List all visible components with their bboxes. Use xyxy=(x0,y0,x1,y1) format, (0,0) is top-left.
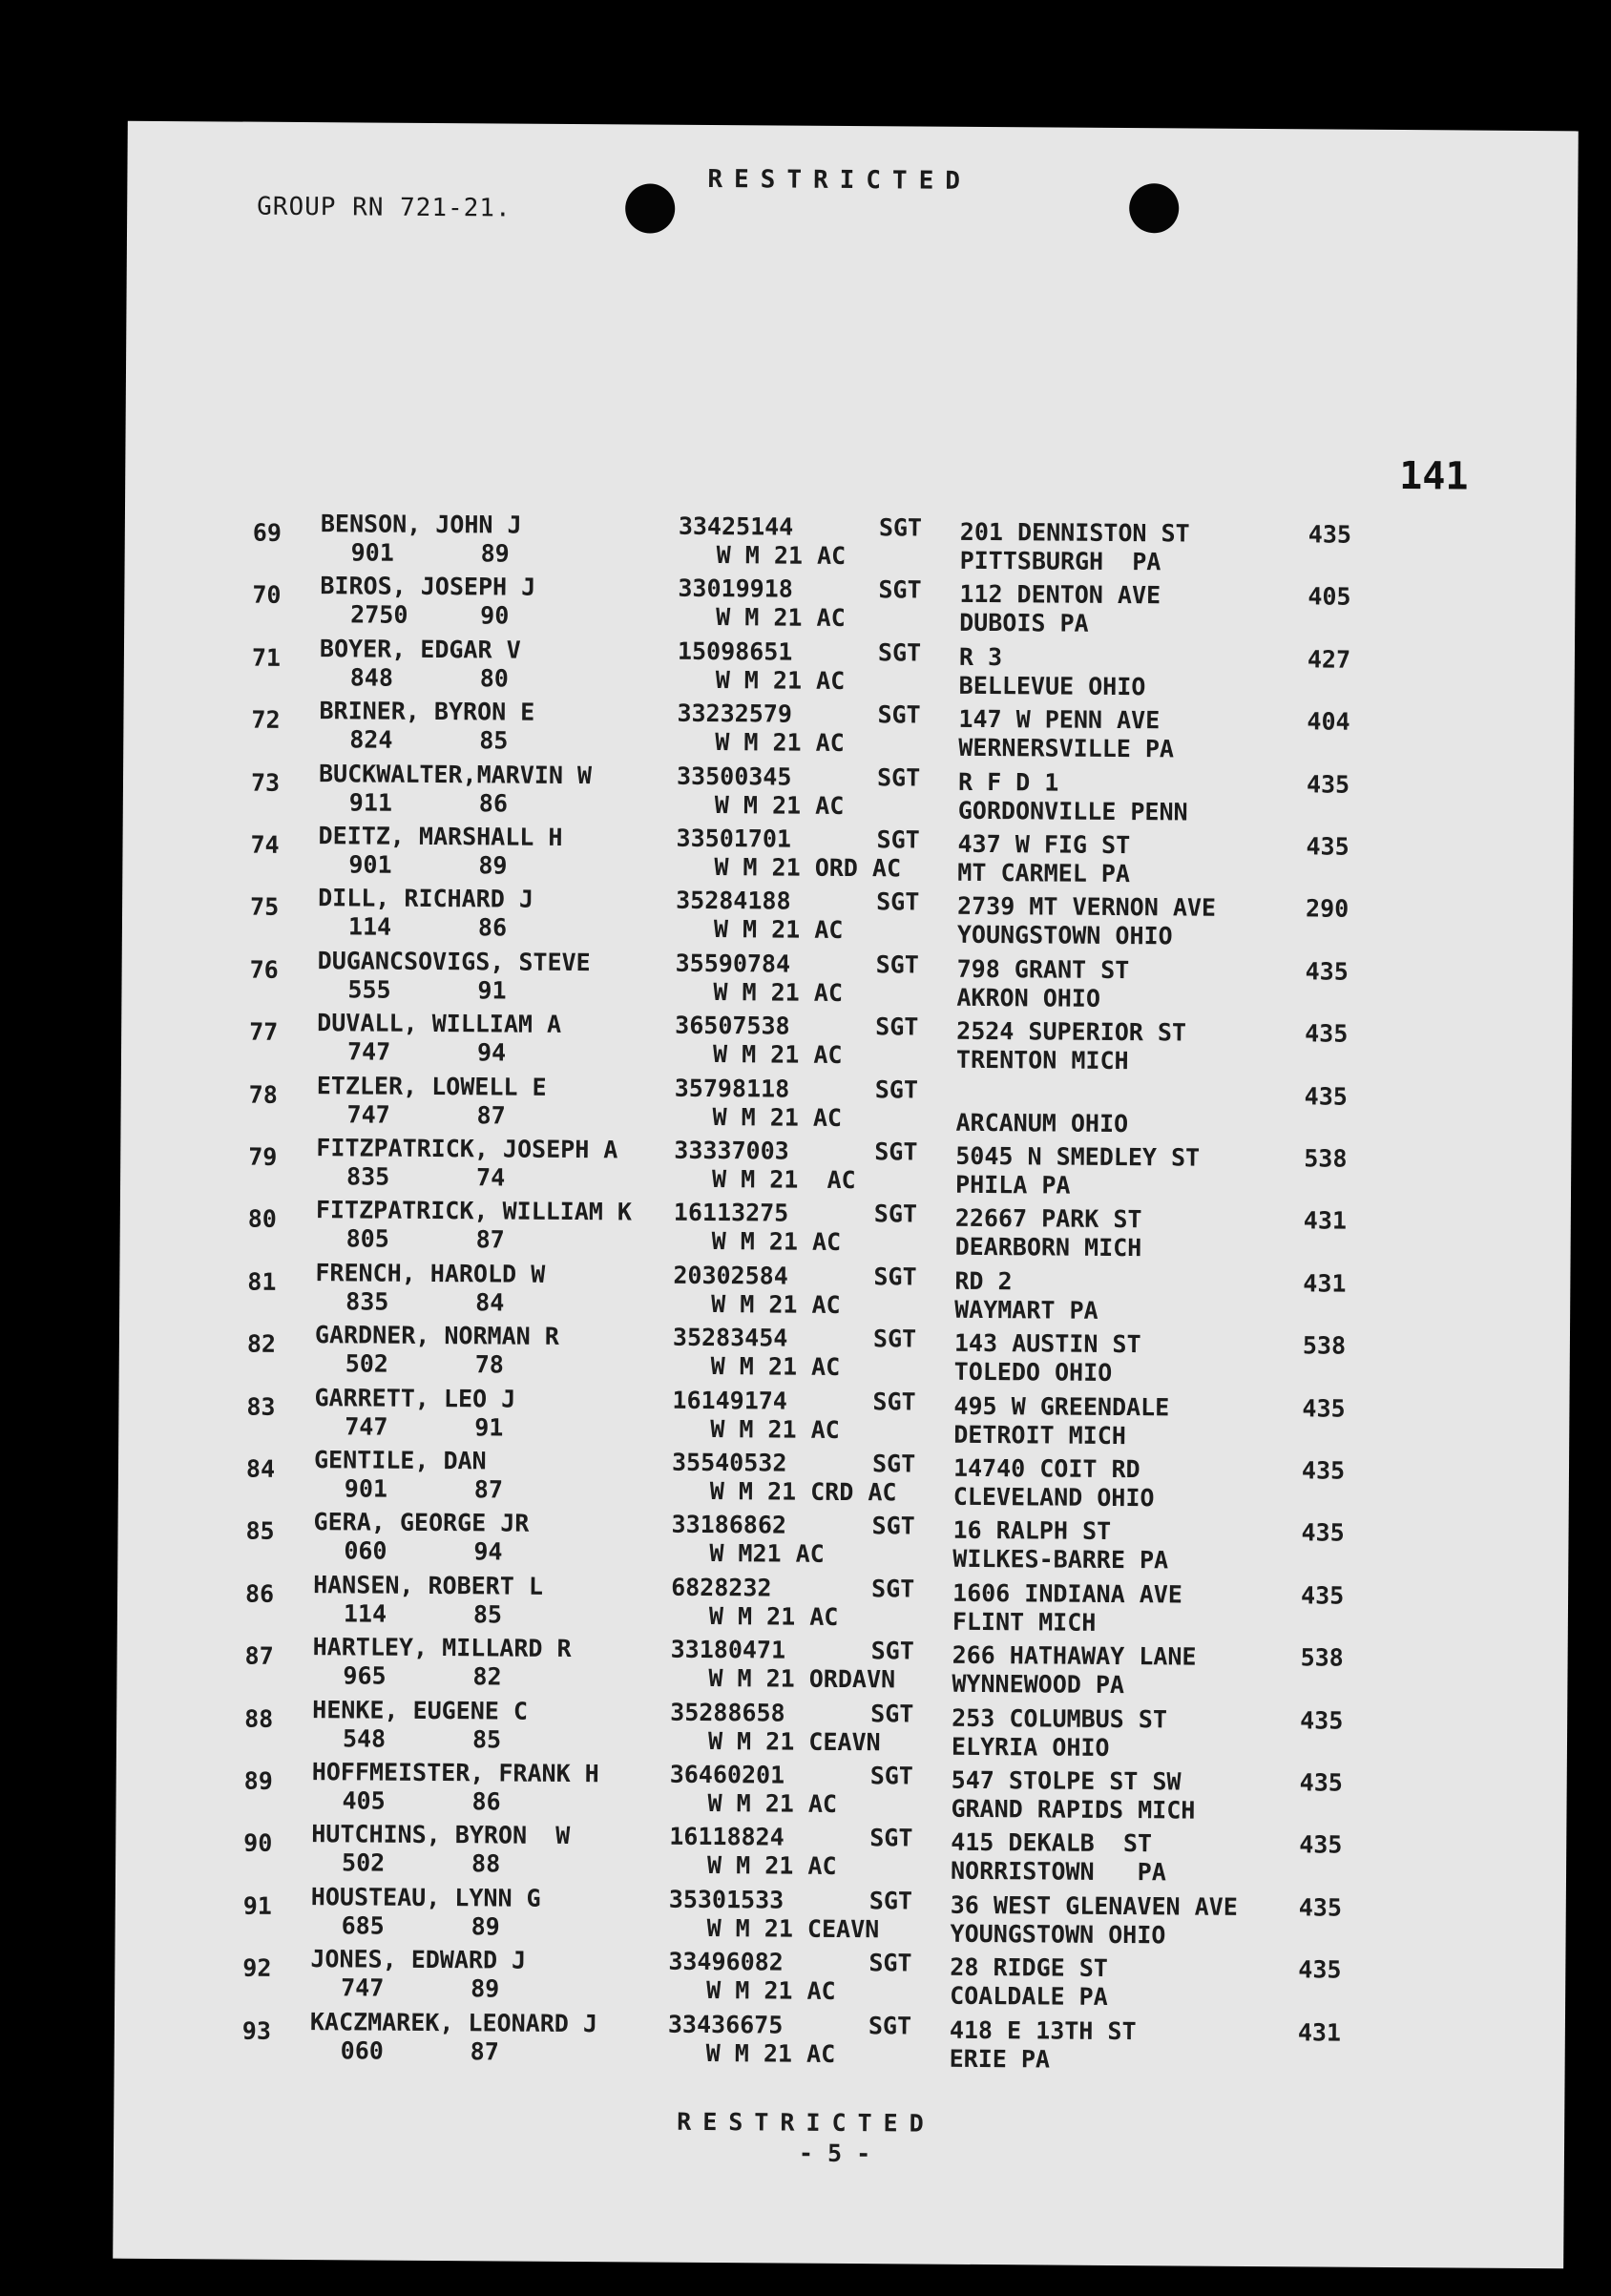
code-a: 2750 xyxy=(350,600,408,630)
unit: W M 21 AC xyxy=(715,665,846,695)
unit: W M 21 AC xyxy=(714,790,845,820)
table-row xyxy=(115,1819,1566,1892)
rank: SGT xyxy=(868,2011,912,2040)
unit: W M 21 CEAVN xyxy=(707,1726,881,1756)
district-code: 431 xyxy=(1303,1206,1348,1236)
code-a: 901 xyxy=(350,538,394,567)
code-b: 87 xyxy=(470,2036,499,2066)
address-line-1: 16 RALPH ST xyxy=(952,1516,1112,1546)
table-row xyxy=(123,696,1574,769)
code-b: 85 xyxy=(471,1724,502,1754)
rank: SGT xyxy=(871,1450,916,1478)
district-code: 435 xyxy=(1302,1393,1346,1423)
code-b: 87 xyxy=(476,1100,506,1130)
row-number: 76 xyxy=(249,955,279,984)
table-row xyxy=(117,1569,1568,1642)
code-a: 965 xyxy=(343,1661,387,1690)
rank: SGT xyxy=(868,1886,913,1915)
district-code: 435 xyxy=(1305,957,1349,986)
district-code: 435 xyxy=(1308,520,1352,549)
table-row xyxy=(115,1881,1565,1954)
member-name: HUTCHINS, BYRON W xyxy=(311,1820,571,1850)
code-a: 747 xyxy=(345,1411,388,1441)
unit: W M 21 ORD AC xyxy=(714,853,902,883)
row-number: 89 xyxy=(243,1766,273,1795)
page-number: - 5 - xyxy=(798,2139,871,2168)
serial-number: 35288658 xyxy=(670,1698,785,1727)
rank: SGT xyxy=(877,638,922,667)
serial-number: 33180471 xyxy=(670,1635,786,1664)
rank: SGT xyxy=(876,887,920,916)
unit: W M 21 AC xyxy=(710,1352,841,1382)
address-line-2: WILKES-BARRE PA xyxy=(952,1545,1169,1575)
code-b: 91 xyxy=(474,1412,504,1442)
serial-number: 6828232 xyxy=(671,1573,772,1602)
address-line-2: MT CARMEL PA xyxy=(957,858,1131,888)
unit: W M 21 AC xyxy=(712,1040,843,1070)
rank: SGT xyxy=(869,1762,914,1790)
row-number: 83 xyxy=(246,1392,276,1421)
code-a: 060 xyxy=(344,1536,387,1566)
restricted-footer: RESTRICTED xyxy=(677,2107,935,2138)
address-line-1: 14740 COIT RD xyxy=(952,1453,1140,1484)
district-code: 435 xyxy=(1299,1768,1343,1797)
code-b: 94 xyxy=(473,1537,503,1566)
code-b: 89 xyxy=(480,539,510,568)
member-name: BUCKWALTER,MARVIN W xyxy=(318,759,593,789)
punch-hole-left xyxy=(625,183,675,233)
serial-number: 16149174 xyxy=(672,1386,788,1415)
serial-number: 33501701 xyxy=(676,824,792,853)
code-a: 901 xyxy=(348,850,392,879)
member-name: BIROS, JOSEPH J xyxy=(320,572,536,602)
table-row xyxy=(118,1382,1569,1455)
code-a: 824 xyxy=(349,725,393,754)
unit: W M 21 ORDAVN xyxy=(708,1664,896,1694)
member-name: FRENCH, HAROLD W xyxy=(315,1258,546,1288)
document-page xyxy=(113,121,1579,2269)
code-a: 835 xyxy=(346,1162,390,1191)
row-number: 91 xyxy=(242,1891,272,1920)
rank: SGT xyxy=(872,1325,917,1353)
member-name: DILL, RICHARD J xyxy=(318,884,534,914)
code-b: 85 xyxy=(479,726,509,755)
address-line-2: WYNNEWOOD PA xyxy=(952,1669,1125,1700)
row-number: 78 xyxy=(248,1080,278,1109)
address-line-2: FLINT MICH xyxy=(952,1607,1097,1637)
district-code: 435 xyxy=(1306,832,1349,861)
code-b: 86 xyxy=(471,1787,501,1816)
code-a: 405 xyxy=(342,1786,386,1815)
address-line-1: RD 2 xyxy=(954,1266,1013,1296)
rank: SGT xyxy=(874,1138,918,1166)
serial-number: 35590784 xyxy=(675,949,791,978)
unit: W M 21 AC xyxy=(708,1601,839,1631)
member-name: HOUSTEAU, LYNN G xyxy=(310,1882,541,1912)
code-b: 86 xyxy=(478,788,509,818)
rank: SGT xyxy=(870,1699,914,1728)
code-a: 911 xyxy=(348,787,393,817)
district-code: 405 xyxy=(1308,582,1351,612)
district-code: 431 xyxy=(1297,2017,1342,2047)
code-b: 86 xyxy=(477,913,508,942)
address-line-2: DEARBORN MICH xyxy=(954,1233,1142,1263)
address-line-1: 798 GRANT ST xyxy=(956,954,1130,984)
table-row xyxy=(120,1070,1571,1143)
address-line-1: 147 W PENN AVE xyxy=(958,705,1161,735)
row-number: 86 xyxy=(244,1579,275,1608)
table-row xyxy=(115,2006,1565,2079)
address-line-1: 418 E 13TH ST xyxy=(949,2015,1137,2045)
unit: W M 21 AC xyxy=(716,541,847,570)
row-number: 80 xyxy=(247,1205,278,1234)
unit: W M 21 AC xyxy=(713,915,844,945)
table-row xyxy=(117,1507,1568,1580)
unit: W M 21 AC xyxy=(712,1102,843,1132)
serial-number: 16113275 xyxy=(673,1199,789,1227)
address-line-1: 266 HATHAWAY LANE xyxy=(952,1640,1197,1671)
table-row xyxy=(116,1694,1567,1767)
address-line-2: PHILA PA xyxy=(954,1170,1071,1200)
address-line-2: AKRON OHIO xyxy=(956,983,1101,1012)
address-line-2: NORRISTOWN PA xyxy=(950,1857,1166,1887)
row-number: 93 xyxy=(241,2016,272,2045)
row-number: 71 xyxy=(251,643,282,672)
rank: SGT xyxy=(878,513,923,542)
rank: SGT xyxy=(873,1200,918,1228)
rank: SGT xyxy=(875,950,919,979)
address-line-1: 2739 MT VERNON AVE xyxy=(957,892,1217,923)
serial-number: 35301533 xyxy=(668,1885,785,1914)
district-code: 435 xyxy=(1299,1830,1343,1860)
address-line-1: 28 RIDGE ST xyxy=(950,1952,1109,1983)
row-number: 92 xyxy=(242,1953,272,1983)
row-number: 79 xyxy=(248,1142,278,1171)
serial-number: 36507538 xyxy=(675,1011,790,1040)
serial-number: 16118824 xyxy=(669,1823,785,1851)
member-name: BENSON, JOHN J xyxy=(320,510,522,539)
code-a: 114 xyxy=(343,1599,387,1628)
address-line-1: 143 AUSTIN ST xyxy=(953,1328,1141,1359)
member-name: GENTILE, DAN xyxy=(313,1446,487,1475)
row-number: 81 xyxy=(247,1267,277,1296)
member-name: JONES, EDWARD J xyxy=(310,1945,527,1974)
rank: SGT xyxy=(877,700,921,729)
district-code: 538 xyxy=(1302,1331,1347,1360)
punch-hole-right xyxy=(1129,183,1179,233)
district-code: 538 xyxy=(1304,1144,1348,1173)
address-line-2: COALDALE PA xyxy=(950,1981,1108,2012)
serial-number: 35540532 xyxy=(671,1448,787,1477)
row-number: 85 xyxy=(245,1517,275,1546)
code-a: 747 xyxy=(341,1973,385,2002)
address-line-2: ERIE PA xyxy=(949,2044,1051,2074)
code-a: 848 xyxy=(349,663,394,692)
code-a: 555 xyxy=(347,975,391,1004)
address-line-1: R F D 1 xyxy=(957,767,1059,797)
code-a: 548 xyxy=(342,1723,387,1753)
code-b: 87 xyxy=(475,1225,505,1254)
address-line-2: DUBOIS PA xyxy=(959,609,1089,638)
serial-number: 33500345 xyxy=(676,762,792,791)
district-code: 435 xyxy=(1298,1893,1343,1922)
unit: W M 21 AC xyxy=(715,728,845,758)
district-code: 435 xyxy=(1306,769,1350,799)
unit: W M 21 CEAVN xyxy=(706,1913,880,1944)
row-number: 82 xyxy=(246,1329,277,1359)
district-code: 427 xyxy=(1307,645,1351,674)
address-line-2: YOUNGSTOWN OHIO xyxy=(956,921,1173,950)
address-line-1: 36 WEST GLENAVEN AVE xyxy=(950,1890,1238,1921)
rank: SGT xyxy=(871,1512,915,1540)
code-a: 114 xyxy=(347,912,392,942)
unit: W M 21 AC xyxy=(706,1851,837,1881)
code-b: 78 xyxy=(474,1350,504,1379)
address-line-1: 253 COLUMBUS ST xyxy=(952,1703,1168,1733)
rank: SGT xyxy=(874,1075,919,1104)
member-name: DUVALL, WILLIAM A xyxy=(317,1009,562,1039)
serial-number: 33232579 xyxy=(677,699,793,728)
row-number: 87 xyxy=(244,1641,274,1671)
code-a: 502 xyxy=(345,1349,389,1378)
address-line-1: 415 DEKALB ST xyxy=(951,1828,1153,1858)
code-a: 805 xyxy=(345,1224,389,1254)
table-row xyxy=(120,1195,1571,1268)
code-b: 84 xyxy=(475,1288,505,1317)
district-code: 435 xyxy=(1300,1705,1344,1735)
unit: W M 21 AC xyxy=(712,1165,856,1195)
table-row xyxy=(119,1257,1570,1330)
code-b: 94 xyxy=(476,1038,507,1067)
row-number: 90 xyxy=(243,1829,273,1858)
table-row xyxy=(116,1632,1567,1705)
member-name: ETZLER, LOWELL E xyxy=(316,1071,547,1101)
rank: SGT xyxy=(873,1263,917,1291)
district-code: 435 xyxy=(1300,1581,1345,1610)
serial-number: 15098651 xyxy=(677,637,793,666)
row-number: 73 xyxy=(250,768,281,797)
row-number: 72 xyxy=(251,705,281,735)
table-row xyxy=(118,1445,1569,1518)
address-line-2: ARCANUM OHIO xyxy=(955,1108,1129,1138)
page-stamp: 141 xyxy=(1399,454,1469,499)
member-name: HOFFMEISTER, FRANK H xyxy=(311,1758,599,1788)
code-a: 747 xyxy=(346,1099,390,1129)
group-label: GROUP RN 721-21. xyxy=(257,192,512,223)
table-row xyxy=(122,821,1573,894)
serial-number: 35798118 xyxy=(674,1074,790,1103)
row-number: 88 xyxy=(244,1704,274,1733)
district-code: 435 xyxy=(1298,1955,1342,1984)
unit: W M 21 AC xyxy=(706,1976,836,2006)
table-row xyxy=(115,1944,1565,2017)
rank: SGT xyxy=(876,762,921,792)
code-a: 685 xyxy=(341,1911,385,1940)
code-b: 89 xyxy=(471,1974,500,2003)
member-name: GERA, GEORGE JR xyxy=(313,1508,530,1538)
member-name: GARRETT, LEO J xyxy=(314,1383,516,1413)
address-line-1: 437 W FIG ST xyxy=(957,829,1131,860)
unit: W M 21 AC xyxy=(710,1414,840,1444)
serial-number: 36460201 xyxy=(669,1760,785,1789)
member-name: GARDNER, NORMAN R xyxy=(314,1321,559,1351)
rank: SGT xyxy=(869,1824,913,1852)
address-line-1: 201 DENNISTON ST xyxy=(959,517,1190,548)
code-b: 80 xyxy=(479,664,509,693)
address-line-1: 547 STOLPE ST SW xyxy=(951,1765,1182,1796)
table-row xyxy=(121,945,1572,1018)
rank: SGT xyxy=(870,1637,914,1665)
rank: SGT xyxy=(878,575,922,604)
address-line-2: GRAND RAPIDS MICH xyxy=(951,1794,1196,1825)
serial-number: 20302584 xyxy=(673,1261,788,1290)
rank: SGT xyxy=(872,1387,916,1416)
code-b: 74 xyxy=(476,1163,506,1192)
code-a: 747 xyxy=(346,1037,391,1066)
table-row xyxy=(124,571,1575,644)
rank: SGT xyxy=(876,825,920,854)
serial-number: 33186862 xyxy=(671,1511,787,1539)
code-a: 502 xyxy=(341,1848,386,1878)
row-number: 77 xyxy=(249,1017,279,1047)
serial-number: 33019918 xyxy=(678,574,793,603)
row-number: 70 xyxy=(252,581,282,610)
code-b: 82 xyxy=(472,1662,502,1691)
code-a: 060 xyxy=(340,2035,384,2065)
table-row xyxy=(120,1133,1571,1206)
address-line-2: WERNERSVILLE PA xyxy=(958,734,1175,763)
serial-number: 35283454 xyxy=(672,1323,788,1352)
unit: W M 21 AC xyxy=(713,977,844,1007)
unit: W M 21 CRD AC xyxy=(709,1477,897,1507)
row-number: 84 xyxy=(245,1454,276,1483)
address-line-2: YOUNGSTOWN OHIO xyxy=(950,1919,1166,1950)
district-code: 538 xyxy=(1300,1643,1344,1672)
unit: W M 21 AC xyxy=(705,2038,836,2068)
code-a: 901 xyxy=(344,1474,388,1503)
address-line-2: WAYMART PA xyxy=(954,1295,1098,1325)
row-number: 69 xyxy=(252,518,282,547)
code-b: 87 xyxy=(473,1475,504,1504)
member-name: DEITZ, MARSHALL H xyxy=(318,822,563,851)
code-a: 835 xyxy=(345,1287,389,1316)
district-code: 435 xyxy=(1305,1019,1349,1048)
table-row xyxy=(122,883,1573,956)
address-line-2: GORDONVILLE PENN xyxy=(957,796,1188,826)
district-code: 404 xyxy=(1307,707,1350,736)
address-line-2: PITTSBURGH PA xyxy=(959,546,1161,576)
unit: W M 21 AC xyxy=(711,1227,842,1257)
address-line-2: ELYRIA OHIO xyxy=(951,1732,1110,1762)
member-name: BOYER, EDGAR V xyxy=(319,634,521,664)
address-line-1: 2524 SUPERIOR ST xyxy=(956,1016,1187,1047)
code-b: 85 xyxy=(472,1600,503,1629)
table-row xyxy=(125,509,1576,582)
member-name: HENKE, EUGENE C xyxy=(312,1695,529,1725)
member-name: FITZPATRICK, WILLIAM K xyxy=(315,1196,633,1226)
table-row xyxy=(115,1757,1566,1830)
code-b: 88 xyxy=(471,1849,501,1878)
unit: W M 21 AC xyxy=(707,1789,838,1818)
member-name: HARTLEY, MILLARD R xyxy=(312,1633,572,1663)
table-row xyxy=(121,1008,1572,1081)
address-line-1: 112 DENTON AVE xyxy=(959,580,1161,610)
table-row xyxy=(124,634,1575,707)
rank: SGT xyxy=(868,1949,912,1977)
restricted-header: RESTRICTED xyxy=(707,164,973,196)
district-code: 435 xyxy=(1301,1456,1346,1485)
code-b: 91 xyxy=(477,976,507,1005)
address-line-2: BELLEVUE OHIO xyxy=(958,671,1146,700)
row-number: 75 xyxy=(249,893,280,922)
member-name: KACZMAREK, LEONARD J xyxy=(309,2007,598,2037)
serial-number: 33436675 xyxy=(667,2010,784,2039)
address-line-1: 22667 PARK ST xyxy=(954,1204,1142,1234)
rank: SGT xyxy=(875,1012,919,1041)
district-code: 435 xyxy=(1304,1081,1348,1111)
serial-number: 33337003 xyxy=(674,1136,789,1165)
rank: SGT xyxy=(871,1574,915,1603)
address-line-2: TOLEDO OHIO xyxy=(953,1357,1113,1388)
code-b: 90 xyxy=(480,601,510,630)
member-name: DUGANCSOVIGS, STEVE xyxy=(317,946,591,976)
unit: W M 21 AC xyxy=(716,603,846,633)
unit: W M 21 AC xyxy=(711,1289,841,1319)
row-number: 74 xyxy=(250,830,280,859)
serial-number: 35284188 xyxy=(676,887,791,915)
address-line-2: DETROIT MICH xyxy=(953,1420,1126,1450)
address-line-2: TRENTON MICH xyxy=(955,1045,1129,1075)
address-line-1: R 3 xyxy=(958,642,1003,671)
serial-number: 33425144 xyxy=(678,511,794,541)
unit: W M21 AC xyxy=(709,1539,825,1569)
table-row xyxy=(119,1320,1570,1393)
district-code: 435 xyxy=(1301,1518,1345,1548)
table-row xyxy=(123,758,1574,831)
district-code: 431 xyxy=(1303,1269,1347,1298)
serial-number: 33496082 xyxy=(668,1947,784,1976)
member-name: FITZPATRICK, JOSEPH A xyxy=(316,1134,618,1164)
member-name: BRINER, BYRON E xyxy=(319,697,535,726)
code-b: 89 xyxy=(478,851,508,880)
address-line-1: 1606 INDIANA AVE xyxy=(952,1578,1183,1609)
address-line-2: CLEVELAND OHIO xyxy=(952,1482,1155,1513)
address-line-1: 5045 N SMEDLEY ST xyxy=(955,1141,1201,1172)
member-name: HANSEN, ROBERT L xyxy=(313,1570,544,1600)
address-line-1: 495 W GREENDALE xyxy=(953,1391,1170,1421)
code-b: 89 xyxy=(471,1912,500,1941)
district-code: 290 xyxy=(1306,894,1349,924)
